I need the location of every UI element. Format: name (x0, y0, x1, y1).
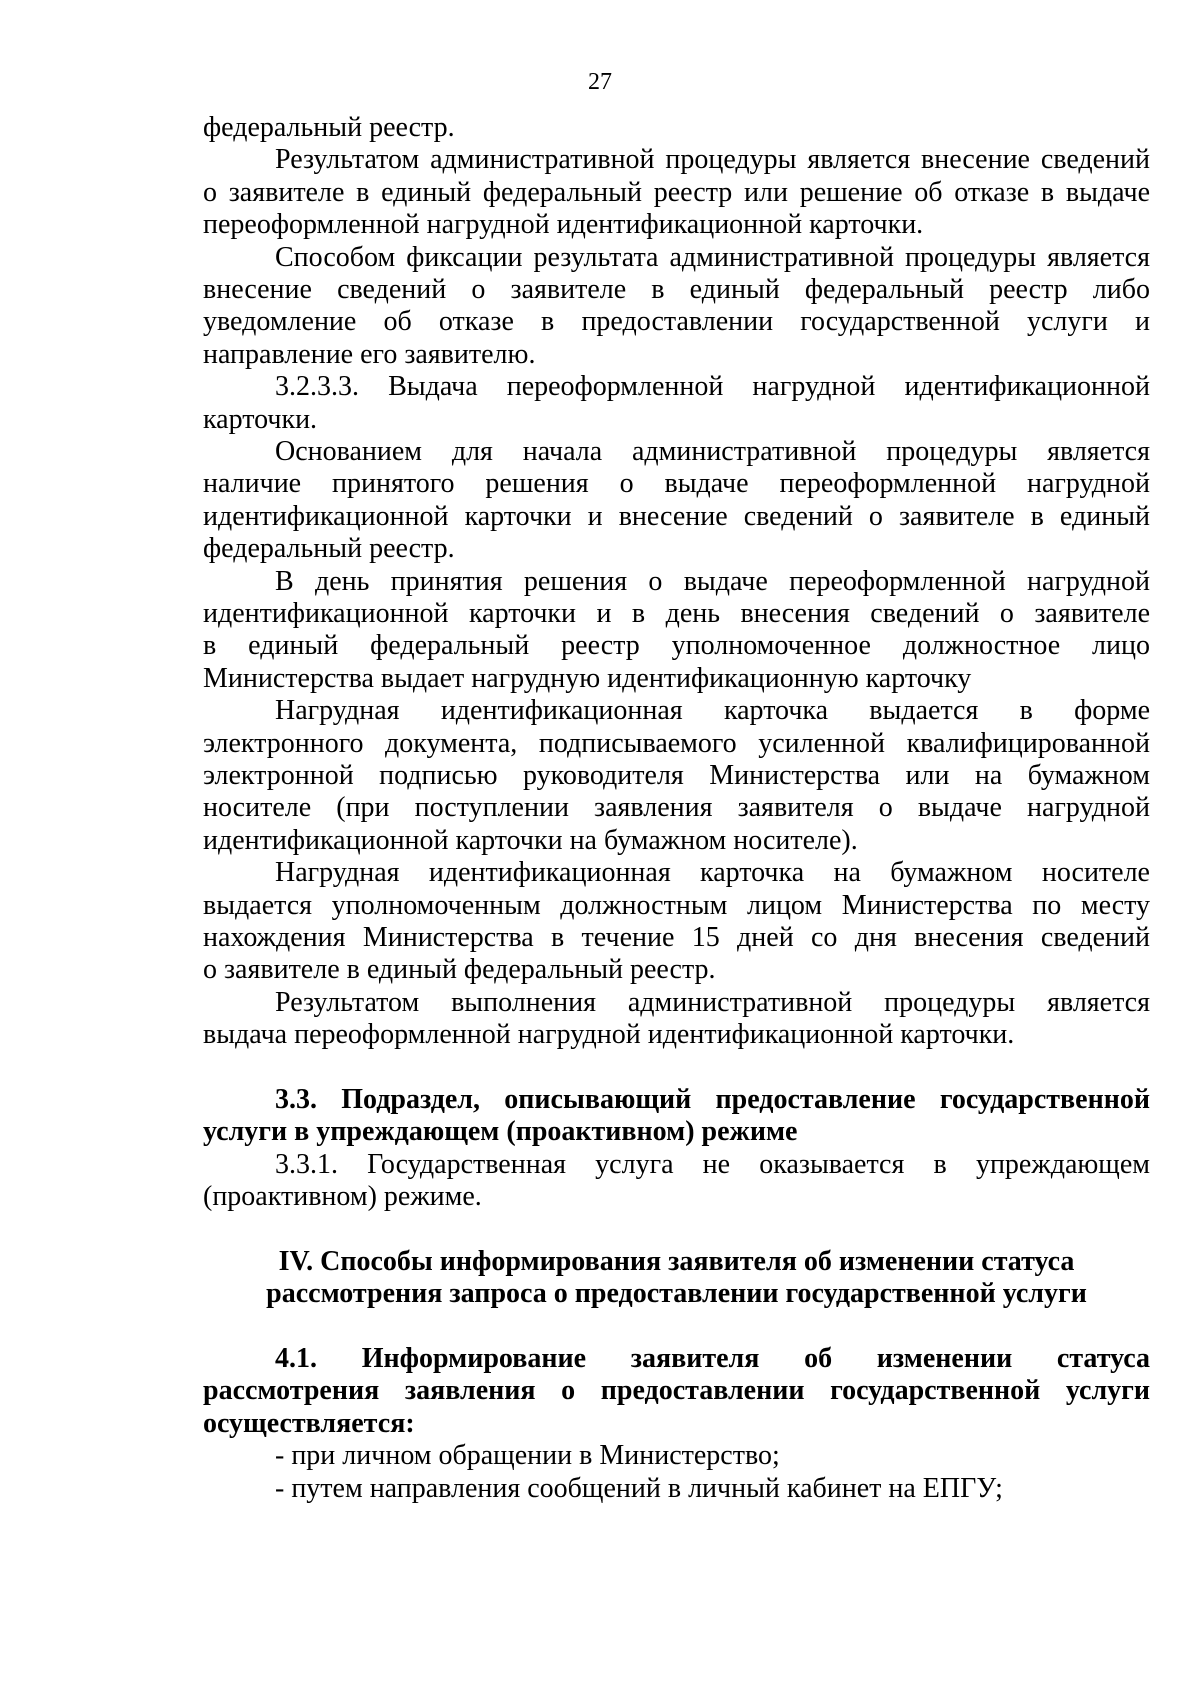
text-line: нахождения Министерства в течение 15 дней со дня внесения сведений (203, 922, 1150, 953)
page-number: 27 (588, 69, 612, 95)
chapter-heading: IV. Способы информирования заявителя об изменении статуса (278, 1246, 1075, 1277)
text-line: Нагрудная идентификационная карточка выдается в форме (275, 695, 1150, 727)
text-line: внесение сведений о заявителе в единый федеральный реестр либо (203, 274, 1150, 305)
text-line: электронного документа, подписываемого усиленной квалифицированной (203, 727, 1150, 759)
section-heading: 3.3. Подраздел, описывающий предоставление государственной (275, 1084, 1150, 1115)
text-line: о заявителе в единый федеральный реестр. (203, 954, 716, 986)
text-line: уведомление об отказе в предоставлении государственной услуги и (203, 306, 1150, 338)
text-line: идентификационной карточки и внесение сведений о заявителе в единый (203, 500, 1150, 532)
text-line: Способом фиксации результата административной процедуры является (275, 241, 1150, 273)
text-line: Нагрудная идентификационная карточка на бумажном носителе (275, 857, 1150, 889)
subsection-heading: осуществляется: (203, 1407, 415, 1439)
text-line: носителе (при поступлении заявления заявителя о выдаче нагрудной (203, 792, 1150, 824)
text-line: электронной подписью руководителя Министерства или на бумажном (203, 760, 1150, 791)
list-item: - путем направления сообщений в личный кабинет на ЕПГУ; (275, 1472, 1003, 1504)
text-line: В день принятия решения о выдаче переоформленной нагрудной (275, 565, 1150, 597)
text-line: в единый федеральный реестр уполномоченное должностное лицо (203, 630, 1150, 662)
subsection-heading: рассмотрения заявления о предоставлении государственной услуги (203, 1375, 1150, 1407)
text-line: федеральный реестр. (203, 112, 455, 143)
text-line: идентификационной карточки на бумажном носителе). (203, 824, 858, 856)
text-line: направление его заявителю. (203, 338, 536, 370)
subsection-heading: 4.1. Информирование заявителя об изменении статуса (275, 1343, 1150, 1374)
text-line: переоформленной нагрудной идентификационной карточки. (203, 209, 924, 241)
text-line: Основанием для начала административной процедуры является (275, 436, 1150, 467)
list-item: - при личном обращении в Министерство; (275, 1440, 780, 1472)
chapter-heading: рассмотрения запроса о предоставлении государственной услуги (266, 1278, 1087, 1310)
text-line: наличие принятого решения о выдаче переоформленной нагрудной (203, 468, 1150, 500)
text-line: выдача переоформленной нагрудной идентификационной карточки. (203, 1019, 1015, 1051)
text-line: Министерства выдает нагрудную идентификационную карточку (203, 662, 972, 694)
text-line: выдается уполномоченным должностным лицом Министерства по месту (203, 889, 1150, 921)
text-line: карточки. (203, 403, 318, 435)
text-line: Результатом выполнения административной процедуры является (275, 986, 1150, 1018)
text-line: 3.3.1. Государственная услуга не оказывается в упреждающем (275, 1148, 1150, 1180)
text-line: идентификационной карточки и в день внесения сведений о заявителе (203, 598, 1150, 629)
text-line: (проактивном) режиме. (203, 1181, 482, 1213)
text-line: федеральный реестр. (203, 533, 455, 565)
section-heading: услуги в упреждающем (проактивном) режиме (203, 1116, 798, 1148)
text-line: Результатом административной процедуры является внесение сведений (275, 144, 1150, 176)
text-line: 3.2.3.3. Выдача переоформленной нагрудной идентификационной (275, 371, 1150, 403)
text-line: о заявителе в единый федеральный реестр или решение об отказе в выдаче (203, 176, 1150, 208)
